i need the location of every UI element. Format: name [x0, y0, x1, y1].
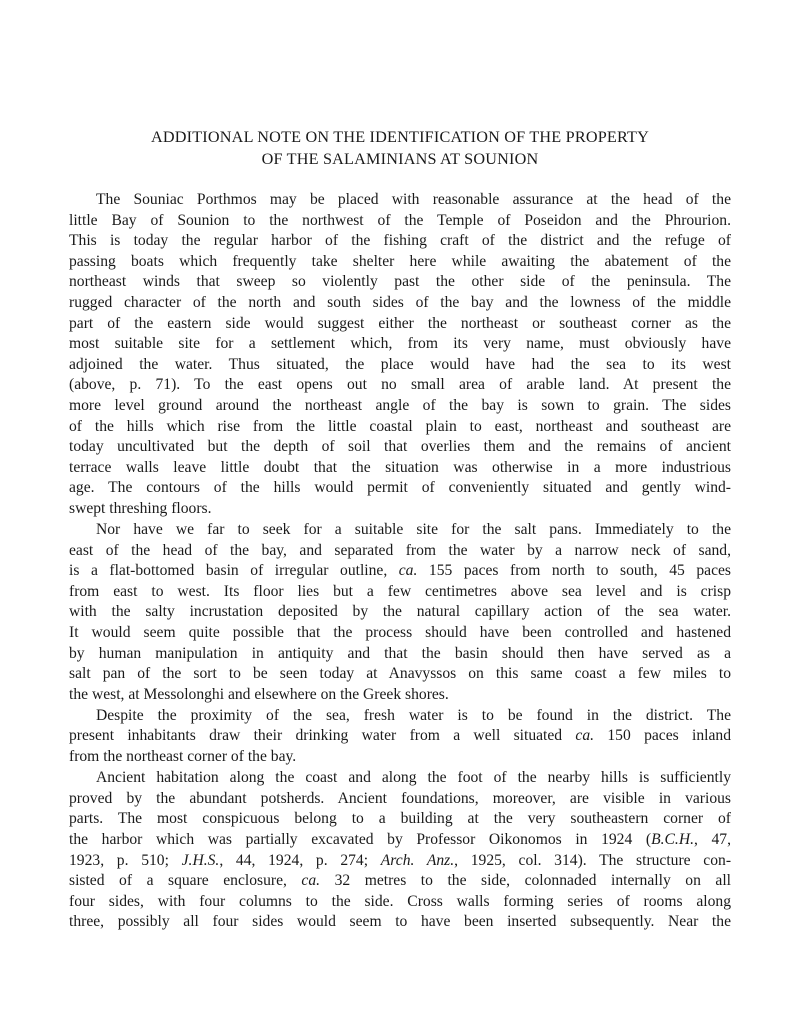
text-line: from the northeast corner of the bay.	[69, 748, 297, 766]
text-line: sisted of a square enclosure, ca. 32 metres to the side, colonnaded internally on all	[69, 872, 731, 890]
text-line: rugged character of the north and south sides of the bay and the lowness of the middle	[69, 293, 731, 311]
text-line: of the hills which rise from the little coastal plain to east, northeast and southeast are	[69, 417, 731, 435]
text-line: 1923, p. 510; J.H.S., 44, 1924, p. 274; Arch. Anz., 1925, col. 314). The structure con-	[69, 851, 732, 869]
document-page	[69, 126, 731, 933]
title-line-1: ADDITIONAL NOTE ON THE IDENTIFICATION OF THE PROPERTY	[150, 128, 650, 146]
text-line: is a flat-bottomed basin of irregular outline, ca. 155 paces from north to south, 45 paces	[69, 562, 731, 580]
text-line: from east to west. Its floor lies but a few centimetres above sea level and is crisp	[69, 582, 731, 600]
text-line: Nor have we far to seek for a suitable site for the salt pans. Immediately to the	[96, 521, 731, 538]
text-line: part of the eastern side would suggest either the northeast or southeast corner as the	[69, 314, 731, 332]
text-line: The Souniac Porthmos may be placed with reasonable assurance at the head of the	[96, 191, 731, 208]
paragraph-4	[69, 768, 731, 933]
text-line: parts. The most conspicuous belong to a building at the very southeastern corner of	[69, 810, 731, 828]
text-line: today uncultivated but the depth of soil that overlies them and the remains of ancient	[69, 438, 731, 456]
text-line: east of the head of the bay, and separated from the water by a narrow neck of sand,	[69, 541, 731, 559]
text-line: salt pan of the sort to be seen today at Anavyssos on this same coast a few miles to	[69, 665, 731, 683]
text-line: present inhabitants draw their drinking water from a well situated ca. 150 paces inland	[69, 727, 731, 745]
text-line: most suitable site for a settlement which, from its very name, must obviously have	[69, 335, 731, 353]
paragraph-1	[69, 190, 731, 520]
text-line: the west, at Messolonghi and elsewhere on the Greek shores.	[69, 685, 449, 703]
title-line-2: OF THE SALAMINIANS AT SOUNION	[261, 150, 539, 168]
paragraph-2	[69, 520, 731, 705]
text-line: the harbor which was partially excavated by Professor Oikonomos in 1924 (B.C.H., 47,	[69, 830, 732, 848]
text-line: by human manipulation in antiquity and that the basin should then have served as a	[69, 644, 731, 662]
text-line: with the salty incrustation deposited by the natural capillary action of the sea water.	[69, 603, 731, 621]
text-line: Despite the proximity of the sea, fresh water is to be found in the district. The	[96, 706, 731, 724]
text-line: three, possibly all four sides would seem to have been inserted subsequently. Near the	[69, 913, 731, 931]
document-title	[69, 126, 731, 170]
text-line: (above, p. 71). To the east opens out no small area of arable land. At present the	[69, 376, 731, 394]
body-text	[69, 190, 731, 933]
text-line: little Bay of Sounion to the northwest of the Temple of Poseidon and the Phrourion.	[69, 211, 731, 229]
text-line: This is today the regular harbor of the fishing craft of the district and the refuge of	[69, 232, 731, 250]
text-line: terrace walls leave little doubt that the situation was otherwise in a more industrious	[69, 458, 731, 476]
text-line: proved by the abundant potsherds. Ancient foundations, moreover, are visible in various	[69, 789, 731, 807]
text-line: swept threshing floors.	[69, 499, 212, 517]
text-line: four sides, with four columns to the side. Cross walls forming series of rooms along	[69, 892, 731, 910]
text-line: adjoined the water. Thus situated, the place would have had the sea to its west	[69, 355, 731, 373]
paragraph-3	[69, 706, 731, 768]
text-line: age. The contours of the hills would permit of conveniently situated and gently wind-	[69, 479, 731, 497]
text-line: more level ground around the northeast angle of the bay is sown to grain. The sides	[69, 396, 731, 414]
text-line: It would seem quite possible that the process should have been controlled and hastened	[69, 623, 731, 641]
text-line: Ancient habitation along the coast and along the foot of the nearby hills is sufficiently	[96, 769, 731, 787]
text-line: passing boats which frequently take shelter here while awaiting the abatement of the	[69, 252, 731, 270]
text-line: northeast winds that sweep so violently past the other side of the peninsula. The	[69, 273, 731, 291]
